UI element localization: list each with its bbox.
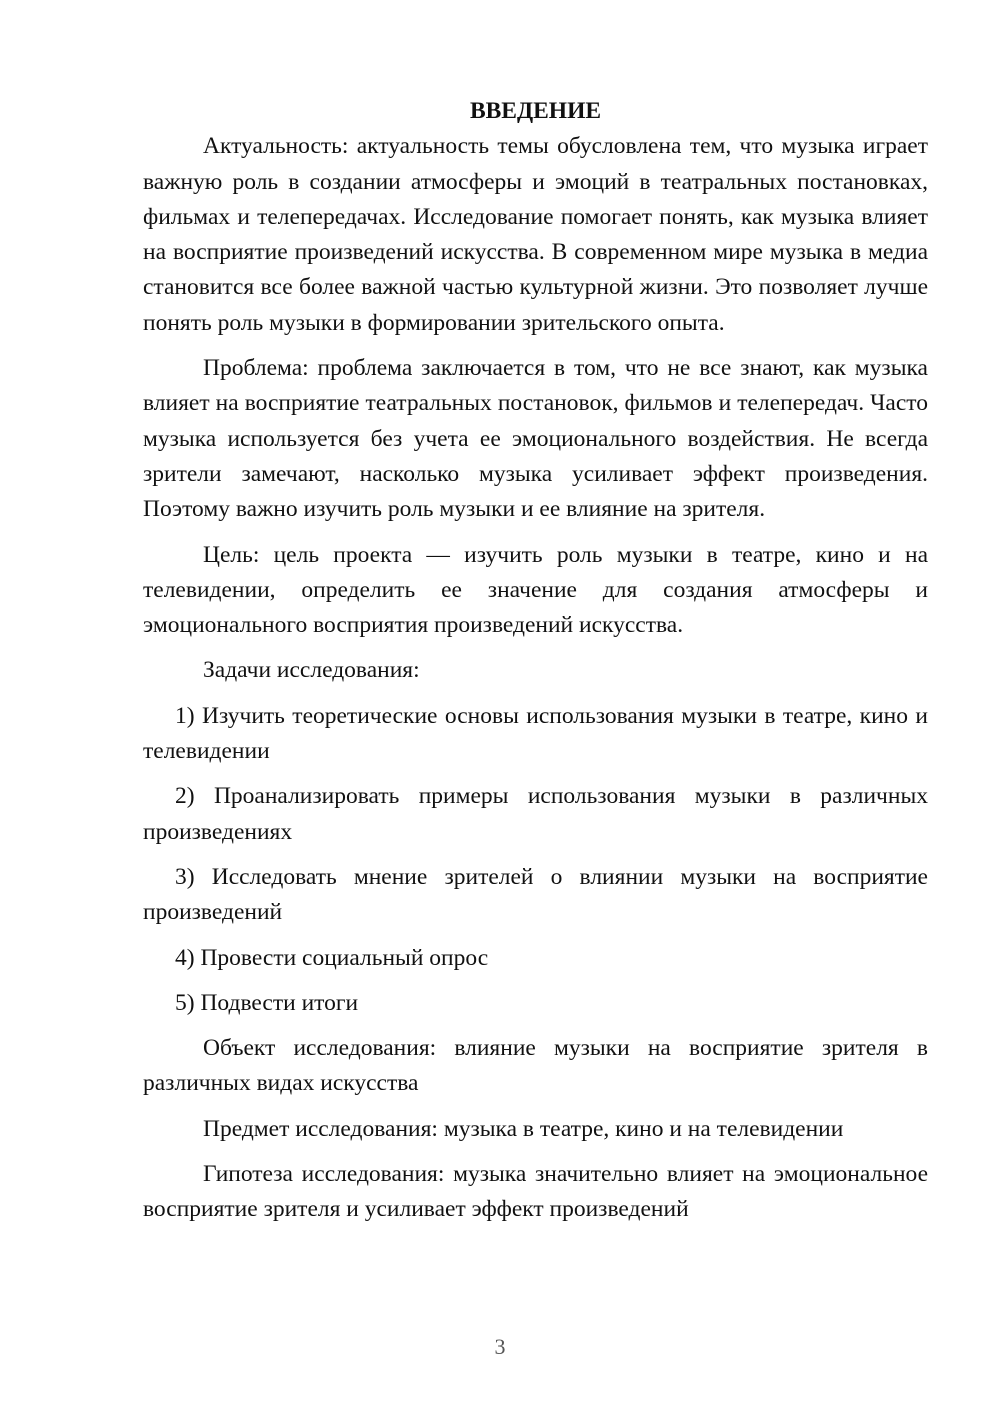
paragraph-problem: Проблема: проблема заключается в том, что не все знают, как музыка влияет на восприятие театральных постановок, фильмов и телепередач. Часто музыка используется без учета ее эмоционального воздействия. Не всегда зрители замечают, насколько музыка усиливает эффект произведения. Поэтому важно изучить роль музыки и ее влияние на зрителя. (143, 355, 928, 523)
task-item-4: 4) Провести социальный опрос (175, 944, 489, 971)
paragraph-spacer (143, 341, 928, 351)
task-item-1: 1) Изучить теоретические основы использования музыки в театре, кино и телевидении (143, 702, 928, 765)
paragraph-hypothesis: Гипотеза исследования: музыка значительно влияет на эмоциональное восприятие зрителя и усиливает эффект произведений (143, 1161, 928, 1223)
paragraph-spacer (143, 528, 928, 538)
task-item-3: 3) Исследовать мнение зрителей о влиянии музыки на восприятие произведений (143, 863, 928, 926)
paragraph-spacer (143, 689, 928, 699)
paragraph-spacer (143, 1147, 928, 1157)
task-item-2: 2) Проанализировать примеры использования музыки в различных произведениях (143, 783, 928, 845)
paragraph-spacer (143, 931, 928, 941)
paragraph-spacer (143, 643, 928, 653)
paragraph-spacer (143, 1021, 928, 1031)
page-number: 3 (494, 1334, 506, 1359)
section-heading: ВВЕДЕНИЕ (469, 98, 602, 124)
paragraph-spacer (143, 769, 928, 779)
page-content (143, 94, 928, 1228)
paragraph-spacer (143, 850, 928, 860)
task-item-5: 5) Подвести итоги (175, 989, 359, 1016)
paragraph-spacer (143, 1102, 928, 1112)
paragraph-tasks-intro: Задачи исследования: (203, 657, 420, 684)
paragraph-relevance: Актуальность: актуальность темы обусловлена тем, что музыка играет важную роль в создании атмосферы и эмоций в театральных постановках, фильмах и телепередачах. Исследование помогает понять, как музыка влияет на восприятие произведений искусства. В современном мире музыка в медиа становится все более важной частью культурной жизни. Это позволяет лучше понять роль музыки в формировании зрительского опыта. (143, 133, 928, 336)
paragraph-object: Объект исследования: влияние музыки на восприятие зрителя в различных видах искусства (143, 1035, 928, 1097)
paragraph-goal: Цель: цель проекта — изучить роль музыки в театре, кино и на телевидении, определить ее значение для создания атмосферы и эмоционального восприятия произведений искусства. (143, 541, 928, 639)
paragraph-spacer (143, 976, 928, 986)
paragraph-subject: Предмет исследования: музыка в театре, кино и на телевидении (203, 1115, 844, 1142)
